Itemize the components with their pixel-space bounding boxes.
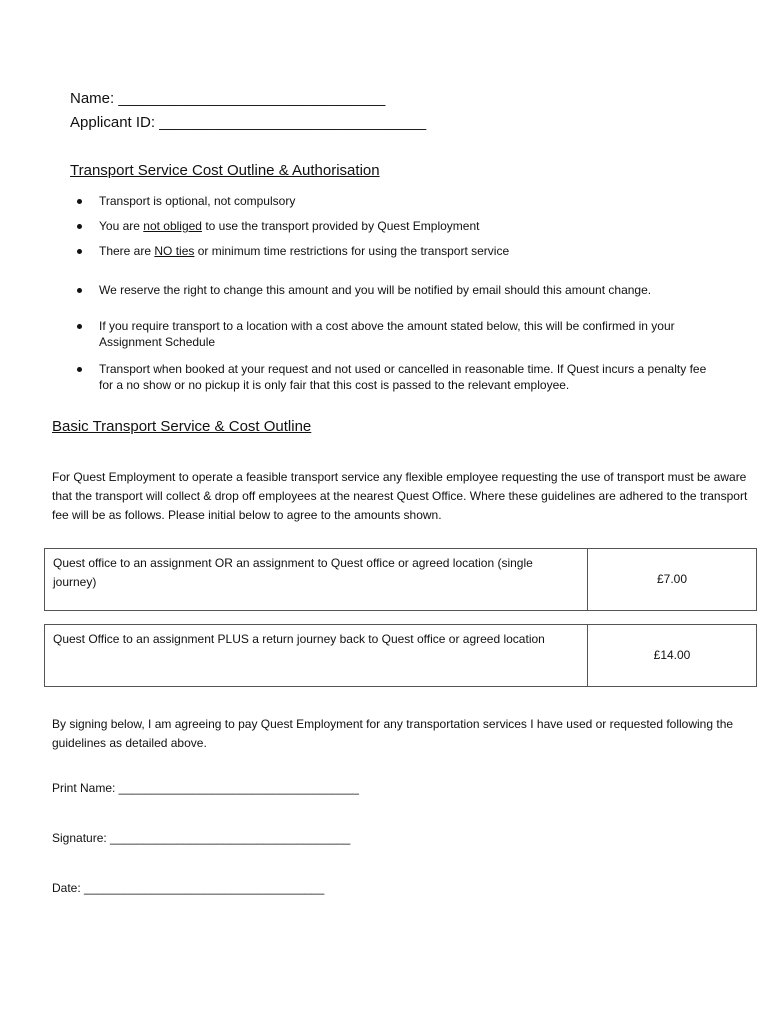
bullet-icon [77,288,82,293]
applicant-id-field[interactable]: Applicant ID: ________________________________ [70,114,427,131]
table-row [45,549,757,611]
list-item: Transport when booked at your request and not used or cancelled in reasonable time. If Quest incurs a penalty fee for a no show or no pickup it is only fair that this cost is passed to the relevant employee. [99,361,719,393]
cost-table-return [44,624,757,687]
name-field[interactable]: Name: ________________________________ [70,90,386,107]
date-field[interactable]: Date: ____________________________________ [52,881,325,895]
list-item: Transport is optional, not compulsory [99,193,719,209]
list-item: We reserve the right to change this amount and you will be notified by email should this amount change. [99,282,719,298]
bullet-icon [77,367,82,372]
cost-description: Quest Office to an assignment PLUS a return journey back to Quest office or agreed location [45,625,588,687]
intro-paragraph: For Quest Employment to operate a feasible transport service any flexible employee requesting the use of transport must be aware that the transport will collect & drop off employees at the nearest Quest Office. Where these guidelines are adhered to the transport fee will be as follows. Please initial below to agree to the amounts shown. [52,470,748,522]
table-row [45,625,757,687]
cost-table-single [44,548,757,611]
agreement-paragraph: By signing below, I am agreeing to pay Quest Employment for any transportation services I have used or requested following the guidelines as detailed above. [52,717,734,750]
bullet-icon [77,324,82,329]
cost-amount: £7.00 [588,549,757,611]
section-title-authorisation: Transport Service Cost Outline & Authorisation [70,162,380,179]
cost-amount: £14.00 [588,625,757,687]
print-name-field[interactable]: Print Name: ____________________________________ [52,781,359,795]
cost-description: Quest office to an assignment OR an assignment to Quest office or agreed location (single journey) [45,549,588,611]
section-title-basic-transport: Basic Transport Service & Cost Outline [52,418,312,435]
bullet-icon [77,199,82,204]
list-item: There are NO ties or minimum time restrictions for using the transport service [99,243,719,259]
bullet-icon [77,224,82,229]
bullet-icon [77,249,82,254]
list-item: If you require transport to a location with a cost above the amount stated below, this will be confirmed in your Assignment Schedule [99,318,719,350]
signature-field[interactable]: Signature: ____________________________________ [52,831,351,845]
list-item: You are not obliged to use the transport provided by Quest Employment [99,218,719,234]
